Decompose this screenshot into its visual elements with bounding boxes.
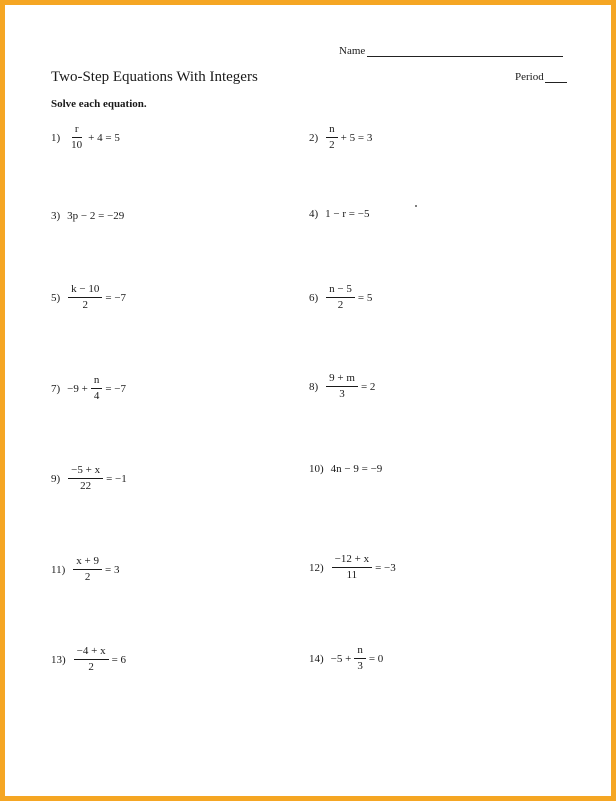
stray-mark (415, 205, 417, 207)
numerator: 9 + m (326, 372, 358, 387)
problem-10 (309, 463, 383, 475)
denominator: 2 (337, 299, 344, 311)
problem-13 (51, 645, 127, 674)
instructions: Solve each equation. (51, 98, 147, 110)
page-title: Two-Step Equations With Integers (51, 69, 258, 85)
equation-rest: = −7 (105, 291, 127, 304)
name-blank-line (367, 56, 563, 57)
denominator: 3 (357, 660, 363, 672)
denominator: 4 (93, 390, 100, 402)
equation-lead: −9 + (67, 382, 88, 395)
equation-rest: = −1 (106, 472, 127, 485)
equation-rest: + 4 = 5 (88, 131, 120, 144)
problem-number: 8) (309, 380, 319, 393)
problem-1 (51, 123, 121, 152)
denominator: 2 (88, 661, 94, 673)
problem-number: 1) (51, 131, 61, 144)
numerator: n (326, 123, 338, 138)
problem-number: 2) (309, 131, 319, 144)
problem-11 (51, 555, 120, 584)
denominator: 11 (346, 569, 358, 581)
problem-number: 12) (309, 561, 324, 574)
numerator: k − 10 (68, 283, 102, 298)
equation-text: 4n − 9 = −9 (330, 463, 383, 475)
problem-number: 11) (51, 563, 66, 576)
equation-text: 1 − r = −5 (325, 208, 370, 220)
numerator: −5 + x (68, 464, 103, 479)
fraction (332, 553, 372, 582)
denominator: 22 (80, 480, 92, 492)
fraction (68, 283, 102, 312)
problem-4 (309, 208, 370, 220)
equation-rest: = 6 (111, 653, 127, 666)
problem-5 (51, 283, 127, 312)
period-blank-line (545, 82, 567, 83)
numerator: r (72, 123, 82, 138)
problem-2 (309, 123, 373, 152)
equation-rest: + 5 = 3 (340, 131, 373, 144)
numerator: −4 + x (74, 645, 109, 660)
equation-lead: −5 + (330, 652, 352, 665)
numerator: n − 5 (326, 283, 355, 298)
numerator: x + 9 (73, 555, 102, 570)
denominator: 2 (82, 299, 89, 311)
problem-14 (309, 644, 384, 673)
problem-number: 13) (51, 653, 66, 666)
denominator: 10 (71, 139, 83, 151)
problem-number: 10) (309, 463, 324, 475)
fraction (68, 123, 85, 152)
fraction (354, 644, 366, 673)
denominator: 2 (329, 139, 335, 151)
problem-number: 14) (309, 652, 324, 665)
fraction (74, 645, 109, 674)
problem-number: 3) (51, 210, 61, 222)
equation-rest: = 0 (368, 652, 384, 665)
fraction (326, 283, 355, 312)
numerator: −12 + x (332, 553, 372, 568)
problem-9 (51, 464, 128, 493)
period-label: Period (515, 71, 544, 83)
problem-number: 6) (309, 291, 319, 304)
problem-3 (51, 210, 125, 222)
equation-rest: = −7 (105, 382, 127, 395)
problem-6 (309, 283, 373, 312)
fraction (91, 374, 103, 403)
problem-12 (309, 553, 397, 582)
fraction (68, 464, 103, 493)
denominator: 3 (339, 388, 345, 400)
name-label: Name (339, 45, 366, 57)
fraction (73, 555, 102, 584)
fraction (326, 123, 338, 152)
name-field (339, 45, 563, 57)
numerator: n (91, 374, 103, 389)
problem-7 (51, 374, 127, 403)
period-field (515, 71, 567, 83)
fraction (326, 372, 358, 401)
numerator: n (354, 644, 366, 659)
equation-text: 3p − 2 = −29 (67, 210, 125, 222)
equation-rest: = −3 (375, 561, 396, 574)
problem-number: 4) (309, 208, 319, 220)
problem-8 (309, 372, 376, 401)
problem-number: 5) (51, 291, 61, 304)
equation-rest: = 5 (357, 291, 373, 304)
problem-number: 7) (51, 382, 61, 395)
equation-rest: = 3 (104, 563, 120, 576)
problem-number: 9) (51, 472, 61, 485)
denominator: 2 (84, 571, 91, 583)
equation-rest: = 2 (360, 380, 376, 393)
